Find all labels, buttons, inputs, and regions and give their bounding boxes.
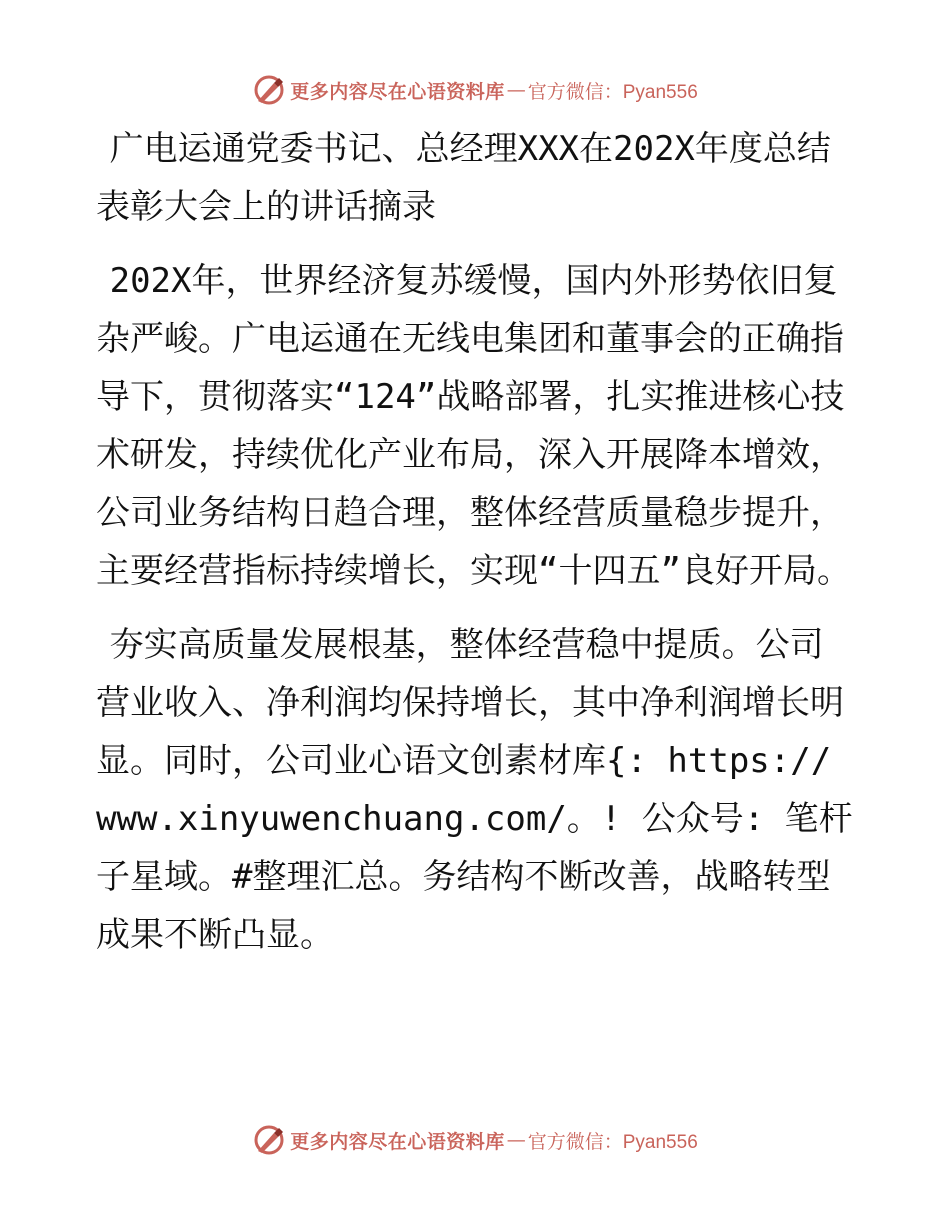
banner-wechat-text: 官方微信：Pyan556 — [527, 81, 698, 103]
header-banner — [0, 70, 950, 110]
banner-main-text: 更多内容尽在心语资料库 — [290, 80, 505, 103]
pen-logo-icon — [252, 73, 286, 107]
pen-logo-icon — [252, 1123, 286, 1157]
footer-banner — [0, 1120, 950, 1160]
banner-wechat-text: 官方微信：Pyan556 — [527, 1131, 698, 1153]
banner-dash: — — [506, 1129, 526, 1151]
banner-dash: — — [506, 79, 526, 101]
document-title: 广电运通党委书记、总经理XXX在202X年度总结表彰大会上的讲话摘录 — [96, 129, 831, 227]
paragraph-1: 202X年，世界经济复苏缓慢，国内外形势依旧复杂严峻。广电运通在无线电集团和董事会的正确指导下，贯彻落实“124”战略部署，扎实推进核心技术研发，持续优化产业布局，深入开展降本增效，公司业务结构日趋合理，整体经营质量稳步提升，主要经营指标持续增长，实现“十四五”良好开局。 — [96, 261, 851, 591]
banner-main-text: 更多内容尽在心语资料库 — [290, 1130, 505, 1153]
paragraph-2: 夯实高质量发展根基，整体经营稳中提质。公司营业收入、净利润均保持增长，其中净利润增长明显。同时，公司业心语文创素材库{: https:// www.xinyuwenchuang.com/。! 公众号: 笔杆子星域。#整理汇总。务结构不断改善，战略转型成果不断凸显。 — [96, 625, 853, 955]
document-body — [96, 120, 856, 980]
